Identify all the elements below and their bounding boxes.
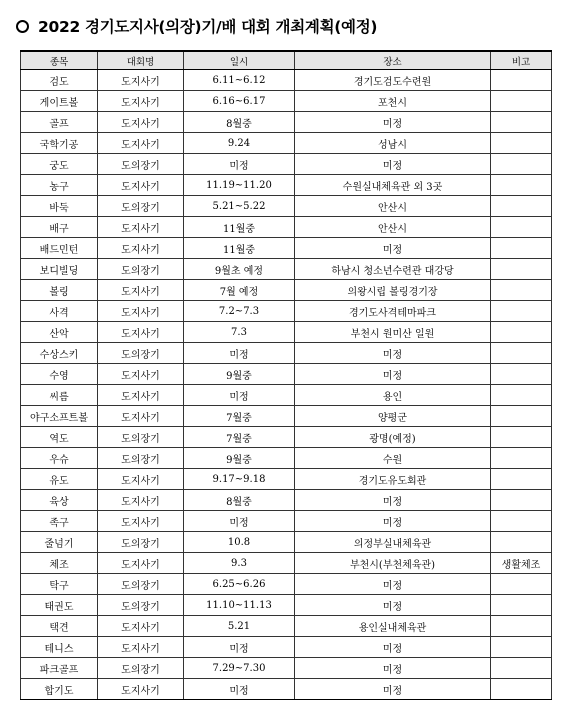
sport-cell: 국학기공 [21, 133, 98, 154]
table-row [21, 490, 552, 511]
date-cell: 6.16~6.17 [184, 91, 295, 112]
table-row [21, 595, 552, 616]
table-header-row [21, 51, 552, 70]
table-row [21, 637, 552, 658]
date-cell: 7월중 [184, 406, 295, 427]
competition-cell: 도지사기 [98, 133, 184, 154]
remarks-cell [491, 679, 552, 700]
table-row [21, 616, 552, 637]
table-row [21, 574, 552, 595]
venue-cell: 용인 [295, 385, 491, 406]
date-cell: 7월중 [184, 427, 295, 448]
competition-cell: 도의장기 [98, 343, 184, 364]
date-cell: 미정 [184, 511, 295, 532]
venue-cell: 미정 [295, 637, 491, 658]
venue-cell: 하남시 청소년수련관 대강당 [295, 259, 491, 280]
venue-cell: 성남시 [295, 133, 491, 154]
date-cell: 11.10~11.13 [184, 595, 295, 616]
sport-cell: 체조 [21, 553, 98, 574]
competition-cell: 도지사기 [98, 280, 184, 301]
sport-cell: 씨름 [21, 385, 98, 406]
table-row [21, 259, 552, 280]
sport-cell: 역도 [21, 427, 98, 448]
venue-cell: 미정 [295, 490, 491, 511]
table-row [21, 532, 552, 553]
date-cell: 미정 [184, 679, 295, 700]
venue-cell: 경기도사격테마파크 [295, 301, 491, 322]
document-title [16, 14, 377, 38]
venue-cell: 미정 [295, 154, 491, 175]
remarks-cell [491, 595, 552, 616]
date-cell: 11월중 [184, 217, 295, 238]
table-row [21, 679, 552, 700]
sport-cell: 검도 [21, 70, 98, 91]
table-row [21, 238, 552, 259]
remarks-cell [491, 217, 552, 238]
competition-cell: 도지사기 [98, 406, 184, 427]
sport-cell: 배구 [21, 217, 98, 238]
venue-cell: 포천시 [295, 91, 491, 112]
sport-cell: 게이트볼 [21, 91, 98, 112]
remarks-cell [491, 301, 552, 322]
competition-cell: 도의장기 [98, 532, 184, 553]
table-row [21, 133, 552, 154]
table-row [21, 112, 552, 133]
venue-cell: 미정 [295, 511, 491, 532]
remarks-cell [491, 196, 552, 217]
competition-cell: 도지사기 [98, 553, 184, 574]
venue-cell: 미정 [295, 238, 491, 259]
sport-cell: 수상스키 [21, 343, 98, 364]
competition-cell: 도의장기 [98, 658, 184, 679]
venue-cell: 미정 [295, 112, 491, 133]
date-cell: 미정 [184, 637, 295, 658]
venue-cell: 미정 [295, 658, 491, 679]
header-competition-name: 대회명 [98, 51, 184, 70]
sport-cell: 테니스 [21, 637, 98, 658]
sport-cell: 사격 [21, 301, 98, 322]
table-row [21, 385, 552, 406]
sport-cell: 족구 [21, 511, 98, 532]
date-cell: 11.19~11.20 [184, 175, 295, 196]
remarks-cell [491, 511, 552, 532]
table-row [21, 406, 552, 427]
table-row [21, 343, 552, 364]
date-cell: 10.8 [184, 532, 295, 553]
remarks-cell [491, 574, 552, 595]
date-cell: 5.21 [184, 616, 295, 637]
date-cell: 미정 [184, 385, 295, 406]
remarks-cell [491, 238, 552, 259]
venue-cell: 경기도검도수련원 [295, 70, 491, 91]
venue-cell: 광명(예정) [295, 427, 491, 448]
competition-cell: 도지사기 [98, 511, 184, 532]
sport-cell: 골프 [21, 112, 98, 133]
sport-cell: 줄넘기 [21, 532, 98, 553]
remarks-cell [491, 343, 552, 364]
date-cell: 9.3 [184, 553, 295, 574]
sport-cell: 야구소프트볼 [21, 406, 98, 427]
venue-cell: 미정 [295, 574, 491, 595]
table-row [21, 658, 552, 679]
remarks-cell [491, 490, 552, 511]
remarks-cell [491, 448, 552, 469]
date-cell: 8월중 [184, 112, 295, 133]
venue-cell: 수원실내체육관 외 3곳 [295, 175, 491, 196]
remarks-cell [491, 112, 552, 133]
remarks-cell [491, 154, 552, 175]
sport-cell: 우슈 [21, 448, 98, 469]
date-cell: 미정 [184, 343, 295, 364]
table-row [21, 301, 552, 322]
remarks-cell [491, 70, 552, 91]
remarks-cell: 생활체조 [491, 553, 552, 574]
table-row [21, 427, 552, 448]
competition-cell: 도지사기 [98, 238, 184, 259]
competition-cell: 도지사기 [98, 469, 184, 490]
competition-cell: 도지사기 [98, 322, 184, 343]
competition-cell: 도지사기 [98, 112, 184, 133]
sport-cell: 보디빌딩 [21, 259, 98, 280]
table-row [21, 364, 552, 385]
date-cell: 6.25~6.26 [184, 574, 295, 595]
sport-cell: 볼링 [21, 280, 98, 301]
title-text: 2022 경기도지사(의장)기/배 대회 개최계획(예정) [38, 18, 378, 36]
sport-cell: 합기도 [21, 679, 98, 700]
venue-cell: 양평군 [295, 406, 491, 427]
venue-cell: 안산시 [295, 217, 491, 238]
table-row [21, 280, 552, 301]
competition-cell: 도지사기 [98, 301, 184, 322]
date-cell: 7.29~7.30 [184, 658, 295, 679]
remarks-cell [491, 175, 552, 196]
date-cell: 8월중 [184, 490, 295, 511]
venue-cell: 부천시 원미산 일원 [295, 322, 491, 343]
remarks-cell [491, 532, 552, 553]
sport-cell: 산악 [21, 322, 98, 343]
sport-cell: 배드민턴 [21, 238, 98, 259]
date-cell: 7.2~7.3 [184, 301, 295, 322]
competition-cell: 도지사기 [98, 175, 184, 196]
circle-bullet-icon [16, 20, 29, 33]
competition-cell: 도의장기 [98, 154, 184, 175]
remarks-cell [491, 280, 552, 301]
date-cell: 6.11~6.12 [184, 70, 295, 91]
header-venue: 장소 [295, 51, 491, 70]
remarks-cell [491, 427, 552, 448]
date-cell: 5.21~5.22 [184, 196, 295, 217]
header-remarks: 비고 [491, 51, 552, 70]
remarks-cell [491, 364, 552, 385]
competition-cell: 도의장기 [98, 595, 184, 616]
date-cell: 9.17~9.18 [184, 469, 295, 490]
competition-cell: 도지사기 [98, 70, 184, 91]
remarks-cell [491, 322, 552, 343]
date-cell: 9월중 [184, 448, 295, 469]
remarks-cell [491, 469, 552, 490]
date-cell: 7월 예정 [184, 280, 295, 301]
table-row [21, 511, 552, 532]
venue-cell: 미정 [295, 364, 491, 385]
event-schedule-table [20, 50, 552, 700]
table-row [21, 448, 552, 469]
remarks-cell [491, 406, 552, 427]
remarks-cell [491, 385, 552, 406]
remarks-cell [491, 133, 552, 154]
remarks-cell [491, 91, 552, 112]
venue-cell: 미정 [295, 595, 491, 616]
remarks-cell [491, 658, 552, 679]
competition-cell: 도의장기 [98, 196, 184, 217]
competition-cell: 도의장기 [98, 574, 184, 595]
table-row [21, 91, 552, 112]
header-sport: 종목 [21, 51, 98, 70]
venue-cell: 의정부실내체육관 [295, 532, 491, 553]
date-cell: 9월중 [184, 364, 295, 385]
venue-cell: 용인실내체육관 [295, 616, 491, 637]
sport-cell: 파크골프 [21, 658, 98, 679]
sport-cell: 태권도 [21, 595, 98, 616]
competition-cell: 도의장기 [98, 448, 184, 469]
table-row [21, 217, 552, 238]
sport-cell: 수영 [21, 364, 98, 385]
venue-cell: 안산시 [295, 196, 491, 217]
competition-cell: 도지사기 [98, 217, 184, 238]
competition-cell: 도지사기 [98, 490, 184, 511]
table-row [21, 553, 552, 574]
venue-cell: 경기도유도회관 [295, 469, 491, 490]
sport-cell: 농구 [21, 175, 98, 196]
venue-cell: 의왕시립 볼링경기장 [295, 280, 491, 301]
competition-cell: 도지사기 [98, 364, 184, 385]
table-row [21, 175, 552, 196]
table-row [21, 154, 552, 175]
remarks-cell [491, 637, 552, 658]
competition-cell: 도지사기 [98, 385, 184, 406]
header-date: 일시 [184, 51, 295, 70]
competition-cell: 도지사기 [98, 616, 184, 637]
venue-cell: 수원 [295, 448, 491, 469]
competition-cell: 도지사기 [98, 91, 184, 112]
table-row [21, 196, 552, 217]
sport-cell: 바둑 [21, 196, 98, 217]
sport-cell: 유도 [21, 469, 98, 490]
sport-cell: 택견 [21, 616, 98, 637]
competition-cell: 도의장기 [98, 427, 184, 448]
remarks-cell [491, 259, 552, 280]
competition-cell: 도의장기 [98, 259, 184, 280]
sport-cell: 궁도 [21, 154, 98, 175]
date-cell: 9.24 [184, 133, 295, 154]
venue-cell: 미정 [295, 679, 491, 700]
competition-cell: 도지사기 [98, 637, 184, 658]
remarks-cell [491, 616, 552, 637]
table-row [21, 322, 552, 343]
date-cell: 11월중 [184, 238, 295, 259]
date-cell: 미정 [184, 154, 295, 175]
sport-cell: 육상 [21, 490, 98, 511]
table-row [21, 469, 552, 490]
table-row [21, 70, 552, 91]
competition-cell: 도지사기 [98, 679, 184, 700]
date-cell: 7.3 [184, 322, 295, 343]
sport-cell: 탁구 [21, 574, 98, 595]
venue-cell: 부천시(부천체육관) [295, 553, 491, 574]
venue-cell: 미정 [295, 343, 491, 364]
date-cell: 9월초 예정 [184, 259, 295, 280]
